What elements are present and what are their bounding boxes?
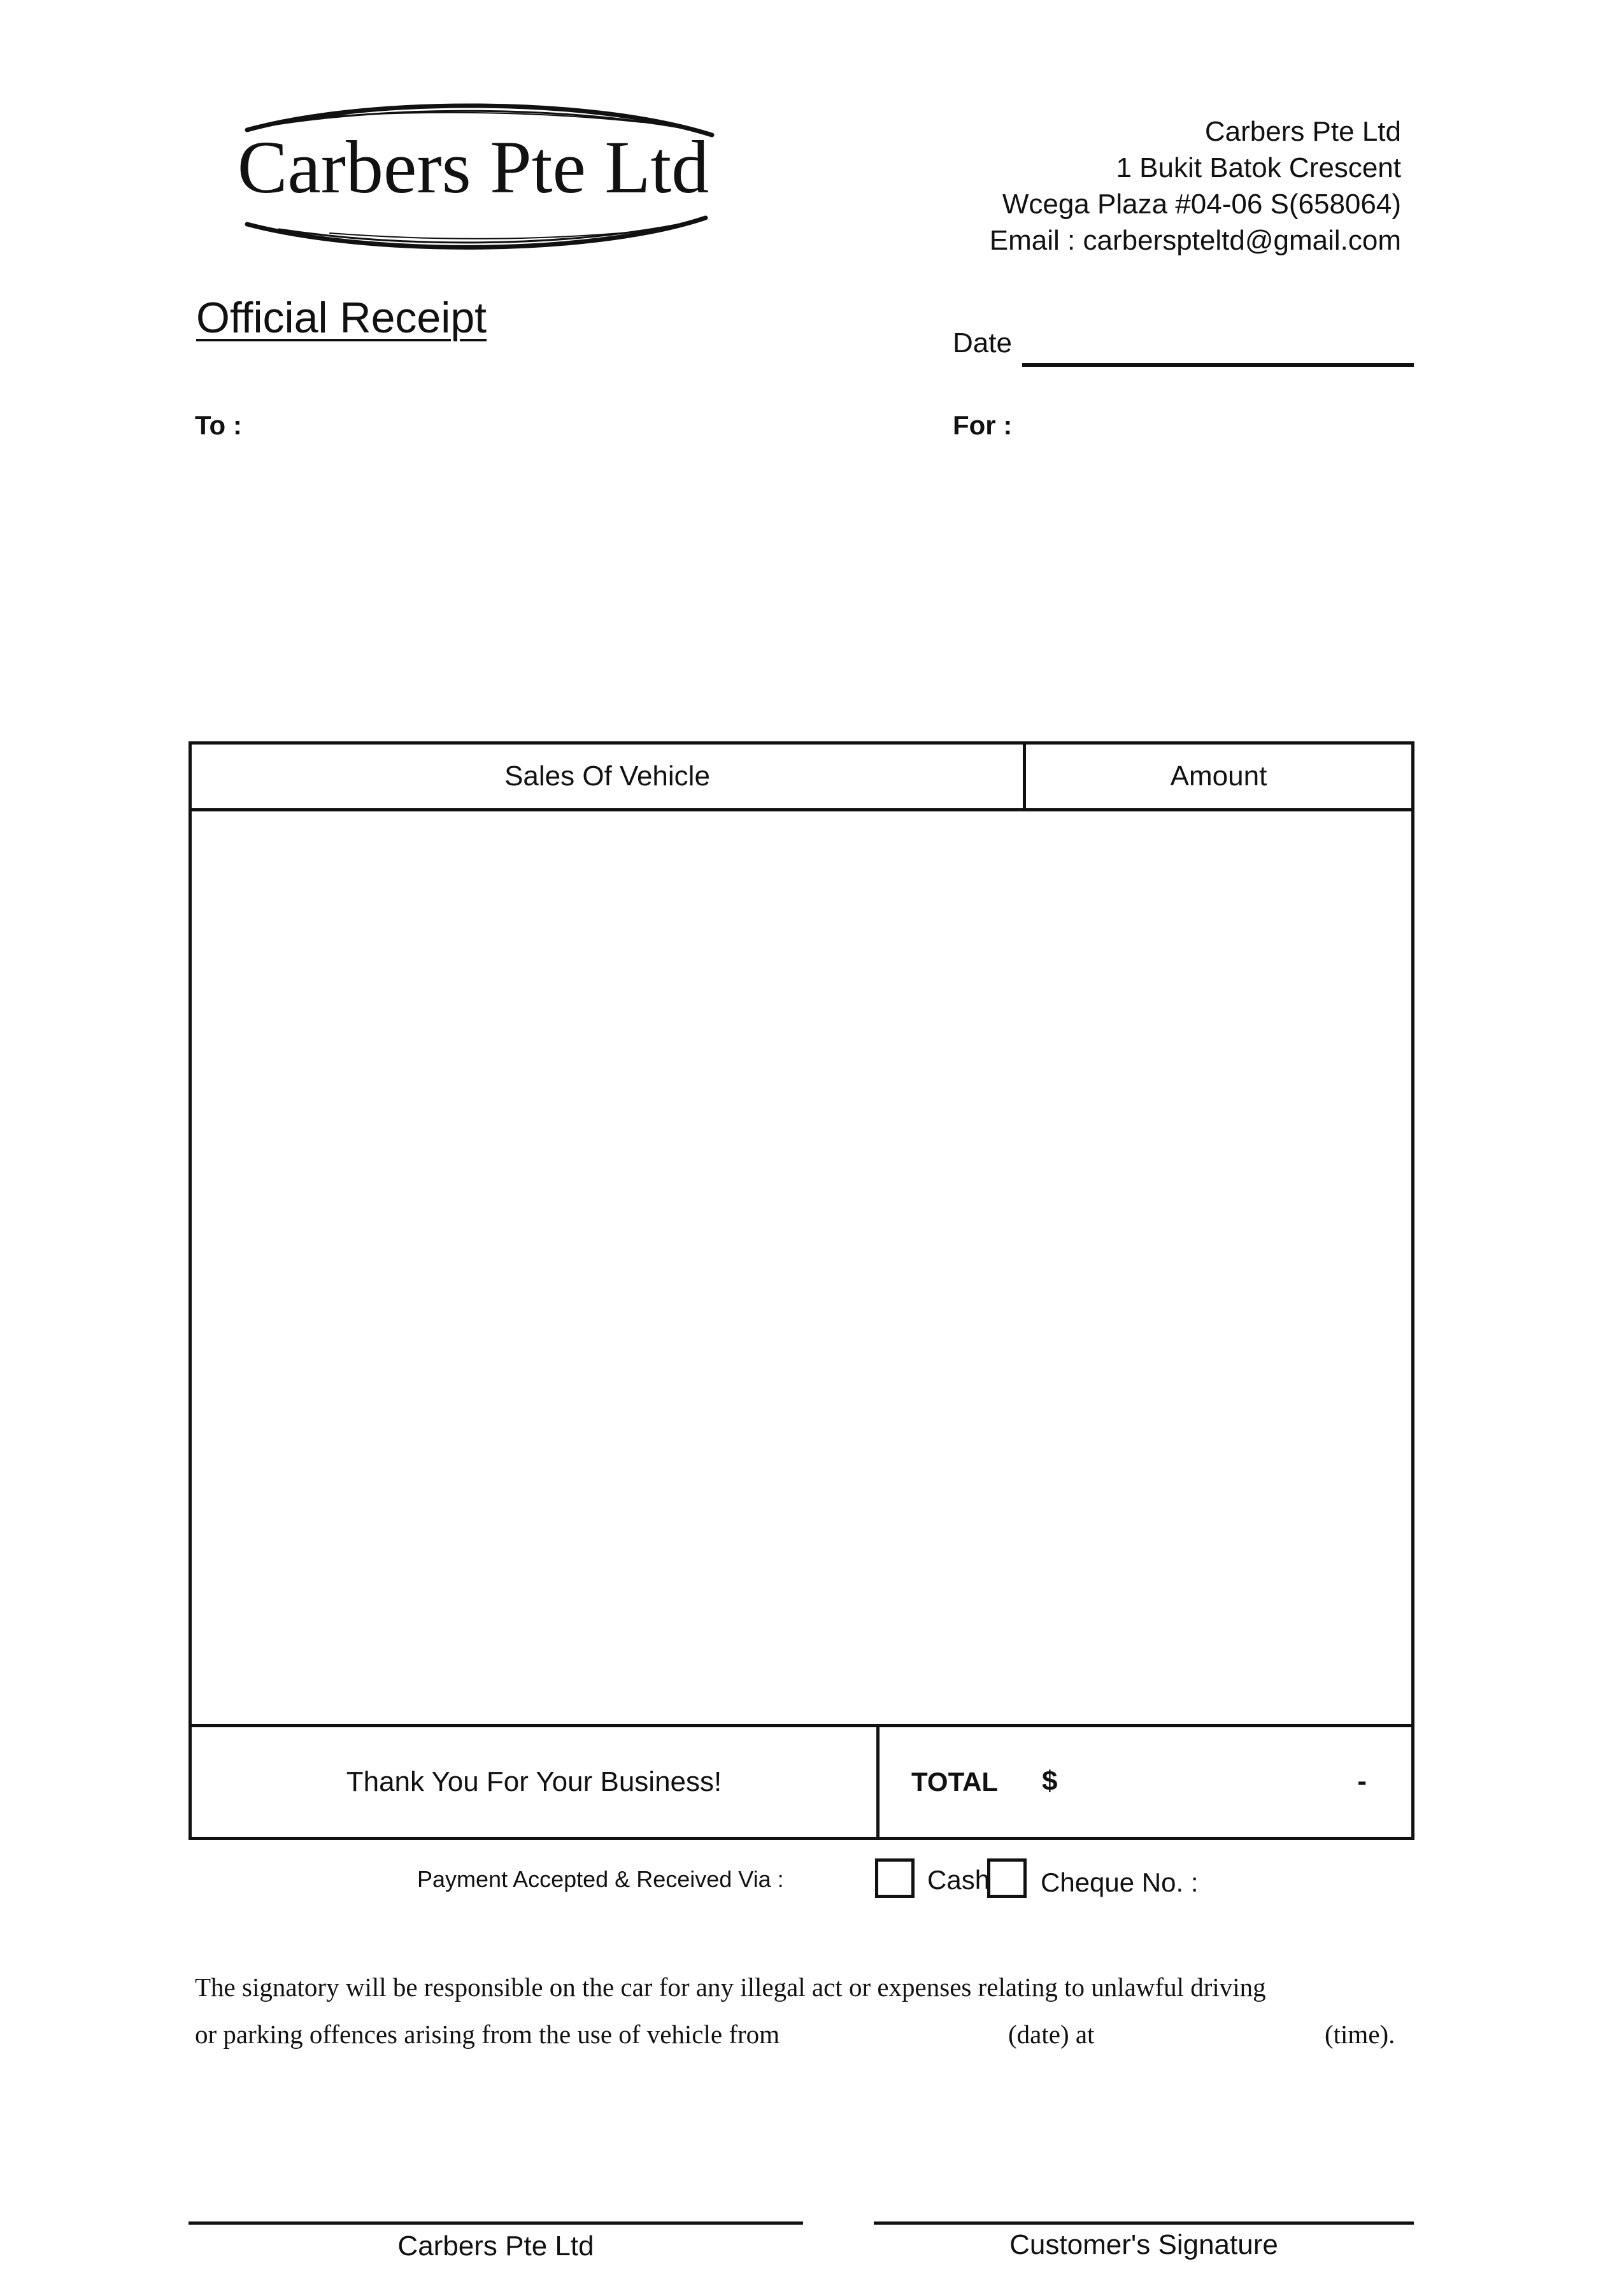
thank-you-message: Thank You For Your Business! <box>192 1727 880 1837</box>
terms-text-line2: or parking offences arising from the use of vehicle from <box>195 2020 780 2049</box>
cash-checkbox[interactable] <box>875 1858 915 1898</box>
to-label: To : <box>195 410 242 440</box>
customer-signature-label: Customer's Signature <box>1009 2229 1278 2260</box>
company-email: Email : carberspteltd@gmail.com <box>989 225 1401 256</box>
company-logo <box>203 97 744 256</box>
total-value: - <box>1357 1765 1367 1797</box>
terms-text-line1: The signatory will be responsible on the car for any illegal act or expenses relating to unlawful driving <box>195 1972 1266 2002</box>
items-table <box>189 741 1414 1840</box>
company-signature-label: Carbers Pte Ltd <box>397 2230 594 2262</box>
terms-date-label: (date) at <box>1008 2020 1095 2049</box>
table-header-row <box>192 745 1411 811</box>
payment-method-label: Payment Accepted & Received Via : <box>417 1866 784 1892</box>
for-label: For : <box>953 410 1013 440</box>
company-name: Carbers Pte Ltd <box>1204 116 1401 147</box>
cheque-option-label: Cheque No. : <box>1041 1867 1199 1897</box>
column-header-sales-of-vehicle: Sales Of Vehicle <box>192 745 1026 808</box>
company-signature-line[interactable] <box>189 2221 803 2225</box>
total-label: TOTAL <box>911 1767 999 1797</box>
cheque-checkbox[interactable] <box>987 1858 1027 1898</box>
date-field-line[interactable] <box>1022 363 1414 367</box>
date-label: Date <box>953 327 1012 359</box>
customer-signature-line[interactable] <box>874 2221 1414 2225</box>
column-header-amount: Amount <box>1170 760 1267 792</box>
company-address-line2: Wcega Plaza #04-06 S(658064) <box>1002 189 1401 220</box>
company-address-line1: 1 Bukit Batok Crescent <box>1116 152 1401 183</box>
receipt-title: Official Receipt <box>196 294 487 342</box>
company-address-block <box>904 113 1401 259</box>
terms-time-label: (time). <box>1325 2020 1395 2049</box>
table-body[interactable] <box>192 811 1411 1724</box>
total-currency: $ <box>1042 1765 1058 1797</box>
table-footer-row <box>192 1724 1411 1837</box>
cash-option-label: Cash <box>927 1865 990 1895</box>
logo-text: Carbers Pte Ltd <box>237 125 709 209</box>
